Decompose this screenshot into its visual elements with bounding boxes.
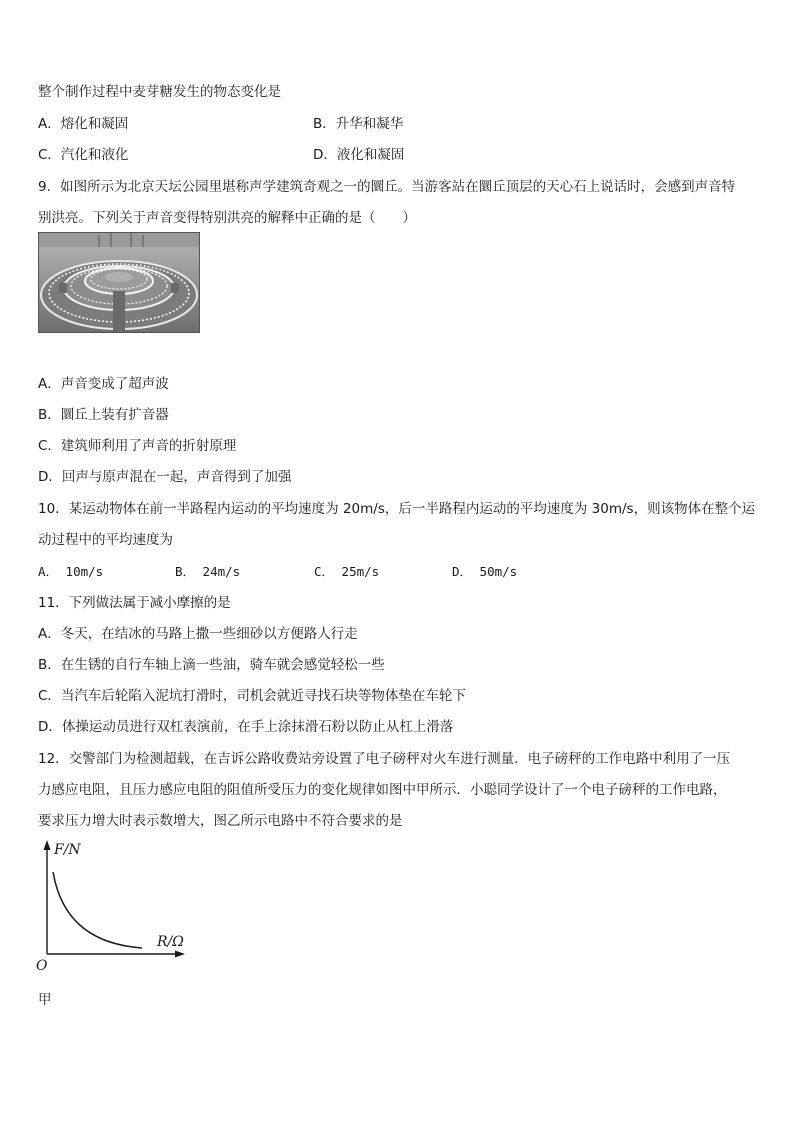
q9-option-d: D．回声与原声混在一起，声音得到了加强 [38,469,292,485]
inverse-curve [53,872,142,948]
x-axis-label: R/Ω [157,934,184,950]
q10-option-c: C． 25m/s [314,564,380,579]
q10-stem-line1: 10．某运动物体在前一半路程内运动的平均速度为 20m/s，后一半路程内运动的平均速度为 30m/s，则该物体在整个运 [38,501,756,517]
q9-stem-line1: 9．如图所示为北京天坛公园里堪称声学建筑奇观之一的圜丘。当游客站在圜丘顶层的天心石上说话时，会感到声音特 [38,179,736,195]
q9-option-b: B．圜丘上装有扩音器 [38,407,169,423]
q10-option-b: B． 24m/s [175,564,241,579]
y-axis-label: F/N [54,842,81,858]
q10-option-d: D． 50m/s [452,564,518,579]
circular-mound-altar-photo [38,232,200,333]
q10-stem-line2: 动过程中的平均速度为 [38,532,173,548]
q12-stem-line1: 12．交警部门为检测超载，在吉诉公路收费站旁设置了电子磅秤对火车进行测量．电子磅秤的工作电路中利用了一压 [38,751,731,767]
origin-label: O [36,958,48,974]
q11-option-a: A．冬天，在结冰的马路上撒一些细砂以方便路人行走 [38,626,358,642]
q12-stem-line3: 要求压力增大时表示数增大，图乙所示电路中不符合要求的是 [38,813,403,829]
q8-stem: 整个制作过程中麦芽糖发生的物态变化是 [38,84,281,100]
q8-option-b: B．升华和凝华 [313,116,404,132]
q9-option-a: A．声音变成了超声波 [38,376,169,392]
q10-option-a: A． 10m/s [38,564,104,579]
q9-option-c: C．建筑师利用了声音的折射原理 [38,438,237,454]
q9-stem-line2: 别洪亮。下列关于声音变得特别洪亮的解释中正确的是（ ） [38,210,416,226]
q8-option-d: D．液化和凝固 [313,147,405,163]
q11-option-b: B．在生锈的自行车轴上滴一些油，骑车就会感觉轻松一些 [38,657,385,673]
q11-option-d: D．体操运动员进行双杠表演前，在手上涂抹滑石粉以防止从杠上滑落 [38,719,454,735]
q8-option-a: A．熔化和凝固 [38,116,129,132]
graph-caption: 甲 [38,992,52,1008]
force-resistance-graph [34,838,204,978]
q11-option-c: C．当汽车后轮陷入泥坑打滑时，司机会就近寻找石块等物体垫在车轮下 [38,688,466,704]
y-axis-arrow [44,840,51,850]
q8-option-c: C．汽化和液化 [38,147,129,163]
q11-stem: 11．下列做法属于减小摩擦的是 [38,595,231,611]
q12-stem-line2: 力感应电阻，且压力感应电阻的阻值所受压力的变化规律如图中甲所示．小聪同学设计了一个电子磅秤的工作电路， [38,782,727,798]
x-axis-arrow [175,951,185,958]
